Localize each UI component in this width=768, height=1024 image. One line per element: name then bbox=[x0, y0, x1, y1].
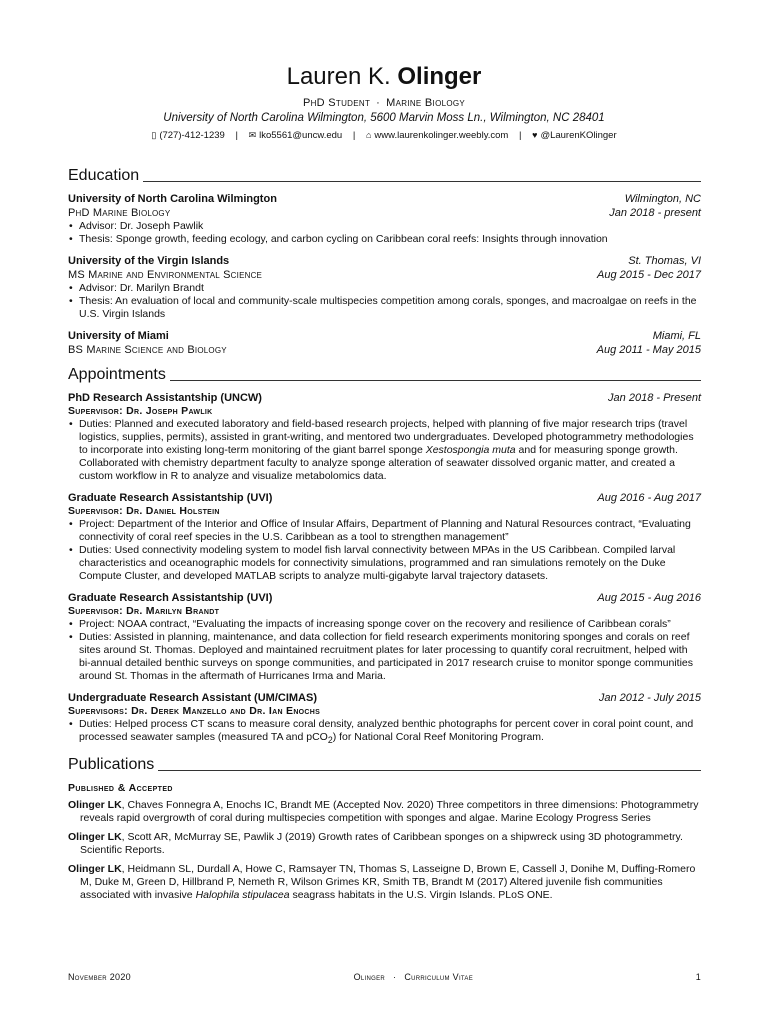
publication-item: Olinger LK, Chaves Fonnegra A, Enochs IC, Brandt ME (Accepted Nov. 2020) Three competitors in three dimensions: Photogrammetry reveals rapid overgrowth of coral during multispecies competition with sponges and algae. Marine Ecology Progress Series bbox=[68, 799, 699, 825]
education-entry bbox=[68, 254, 701, 321]
section-title: Appointments bbox=[68, 366, 166, 383]
list-item: • Duties: Used connectivity modeling system to model fish larval connectivity between MPAs in the US Caribbean. Compiled larval characteristics and oceanographic models for connectivity simulations, programmed and ran simulations remotely on the Duke Compute Cluster, and developed MATLAB scripts to analyze multi-gigabyte larval trajectory datasets. bbox=[68, 544, 701, 583]
list-item: • Project: Department of the Interior and Office of Insular Affairs, Department of Planning and Natural Resources contract, “Evaluating connectivity of coral reef species in the U.S. Caribbean as a tool to strengthen management” bbox=[68, 518, 701, 544]
institution: University of Miami bbox=[68, 330, 169, 342]
supervisor: Supervisors: Dr. Derek Manzello and Dr. Ian Enochs bbox=[68, 705, 321, 717]
location: Wilmington, NC bbox=[624, 193, 701, 205]
section-education-heading bbox=[68, 166, 701, 186]
page-footer bbox=[68, 972, 701, 982]
page-number: 1 bbox=[695, 972, 701, 982]
location: St. Thomas, VI bbox=[628, 255, 701, 267]
education-entry bbox=[68, 329, 701, 357]
contact-line bbox=[0, 130, 768, 141]
position: Graduate Research Assistantship (UVI) bbox=[68, 492, 273, 504]
list-item: • Duties: Assisted in planning, maintenance, and data collection for field research experiments monitoring sponges and corals on reef sites around St. Thomas. Deployed and maintained recruitment plates for later processing to quantify coral recruitment, helped with bi-annual detailed benthic surveys on sponge communities, and participated in 2017 research cruise to monitor sponge communities around St. Thomas in the aftermath of Hurricanes Irma and Maria. bbox=[68, 631, 701, 683]
institution: University of the Virgin Islands bbox=[68, 255, 230, 267]
degree: MS Marine and Environmental Science bbox=[68, 269, 263, 281]
position: Undergraduate Research Assistant (UM/CIMAS) bbox=[68, 692, 317, 704]
list-item: • Project: NOAA contract, “Evaluating the impacts of increasing sponge cover on the recovery and resilience of Caribbean corals” bbox=[68, 618, 701, 631]
dates: Aug 2015 - Aug 2016 bbox=[597, 592, 701, 604]
section-rule bbox=[170, 380, 701, 381]
twitter-link[interactable]: @LaurenKOlinger bbox=[540, 130, 617, 141]
supervisor: Supervisor: Dr. Joseph Pawlik bbox=[68, 405, 213, 417]
supervisor: Supervisor: Dr. Marilyn Brandt bbox=[68, 605, 220, 617]
institution: University of North Carolina Wilmington bbox=[68, 193, 277, 205]
list-item: • Advisor: Dr. Joseph Pawlik bbox=[68, 220, 701, 233]
envelope-icon: ✉ bbox=[248, 130, 257, 140]
section-title: Education bbox=[68, 167, 140, 184]
publication-item: Olinger LK, Scott AR, McMurray SE, Pawlik J (2019) Growth rates of Caribbean sponges on a shipwreck using 3D photogrammetry. Scientific Reports. bbox=[68, 831, 683, 857]
location: Miami, FL bbox=[652, 330, 701, 342]
appointment-entry bbox=[68, 591, 701, 683]
appointment-entry bbox=[68, 691, 701, 747]
position: Graduate Research Assistantship (UVI) bbox=[68, 592, 273, 604]
phone-icon: ▯ bbox=[151, 130, 157, 140]
section-title: Publications bbox=[68, 756, 155, 774]
cv-content bbox=[68, 160, 701, 908]
list-item: • Duties: Planned and executed laboratory and field-based research projects, helped with planning of five major research trips (travel logistics, supplies, permits), assisted in grant-writing, and mentored two undergraduates. Developed photogrammetry methodologies to incorporate into existing long-term monitoring of the giant barrel sponge Xestospongia muta and for measuring sponge growth. Collaborated with chemistry department faculty to analyze sponge alteration of seawater dissolved organic matter, and created a custom workflow in R to analyze and visualize metabolomics data. bbox=[68, 418, 701, 483]
role-field: Marine Biology bbox=[386, 97, 466, 109]
role-line bbox=[0, 97, 768, 109]
list-item: • Thesis: Sponge growth, feeding ecology, and carbon cycling on Caribbean coral reefs: Insights through innovation bbox=[68, 233, 701, 246]
person-name bbox=[0, 62, 768, 92]
section-appointments-heading bbox=[68, 365, 701, 385]
section-rule bbox=[143, 181, 701, 182]
dates: Jan 2018 - present bbox=[609, 207, 701, 219]
list-item: • Thesis: An evaluation of local and community-scale multispecies competition among corals, sponges, and macroalgae on reefs in the U.S. Virgin Islands bbox=[68, 295, 701, 321]
phone-number: (727)-412-1239 bbox=[159, 130, 225, 141]
website-link[interactable]: www.laurenkolinger.weebly.com bbox=[374, 130, 509, 141]
education-entry bbox=[68, 192, 701, 246]
contact-separator: | bbox=[518, 130, 522, 141]
appointment-entry bbox=[68, 491, 701, 583]
position: PhD Research Assistantship (UNCW) bbox=[68, 392, 262, 404]
list-item: • Advisor: Dr. Marilyn Brandt bbox=[68, 282, 701, 295]
affiliation: University of North Carolina Wilmington, 5600 Marvin Moss Ln., Wilmington, NC 28401 bbox=[163, 112, 605, 124]
list-item: • Duties: Helped process CT scans to measure coral density, analyzed benthic photographs for percent cover in coral point count, and processed seawater samples (measured TA and pCO$_2$) for National Coral Reef Monitoring Program. bbox=[68, 718, 701, 747]
twitter-icon: ♥ bbox=[532, 130, 538, 140]
home-icon: ⌂ bbox=[365, 130, 372, 140]
section-rule bbox=[158, 770, 701, 771]
supervisor: Supervisor: Dr. Daniel Holstein bbox=[68, 505, 220, 517]
role-separator: · bbox=[376, 97, 381, 109]
footer-title: Olinger · Curriculum Vitae bbox=[353, 972, 474, 982]
cv-header bbox=[0, 62, 768, 141]
first-name: Lauren K. bbox=[286, 63, 391, 90]
contact-separator: | bbox=[352, 130, 356, 141]
email-link[interactable]: lko5561@uncw.edu bbox=[259, 130, 343, 141]
dates: Jan 2018 - Present bbox=[608, 392, 701, 404]
appointment-entry bbox=[68, 391, 701, 483]
section-publications-heading bbox=[68, 755, 701, 775]
dates: Aug 2011 - May 2015 bbox=[596, 344, 701, 356]
last-name: Olinger bbox=[397, 63, 482, 90]
publications-subheading: Published & Accepted bbox=[68, 782, 173, 795]
dates: Jan 2012 - July 2015 bbox=[598, 692, 701, 704]
dates: Aug 2015 - Dec 2017 bbox=[597, 269, 701, 281]
degree: BS Marine Science and Biology bbox=[68, 344, 227, 356]
role-title: PhD Student bbox=[302, 97, 371, 109]
contact-separator: | bbox=[235, 130, 238, 141]
publication-item: Olinger LK, Heidmann SL, Durdall A, Howe C, Ramsayer TN, Thomas S, Lasseigne D, Brown E, Cassell J, Donihe M, Duffing-Romero M, Duke M, Green D, Hillbrand P, Nemeth R, Wilson Grimes KR, Smith TB, Brandt M (2017) Altered juvenile fish communities associated with invasive Halophila stipulacea seagrass habitats in the U.S. Virgin Islands. PLoS ONE. bbox=[68, 863, 696, 902]
degree: PhD Marine Biology bbox=[68, 207, 171, 219]
footer-date: November 2020 bbox=[68, 972, 131, 982]
dates: Aug 2016 - Aug 2017 bbox=[597, 492, 701, 504]
